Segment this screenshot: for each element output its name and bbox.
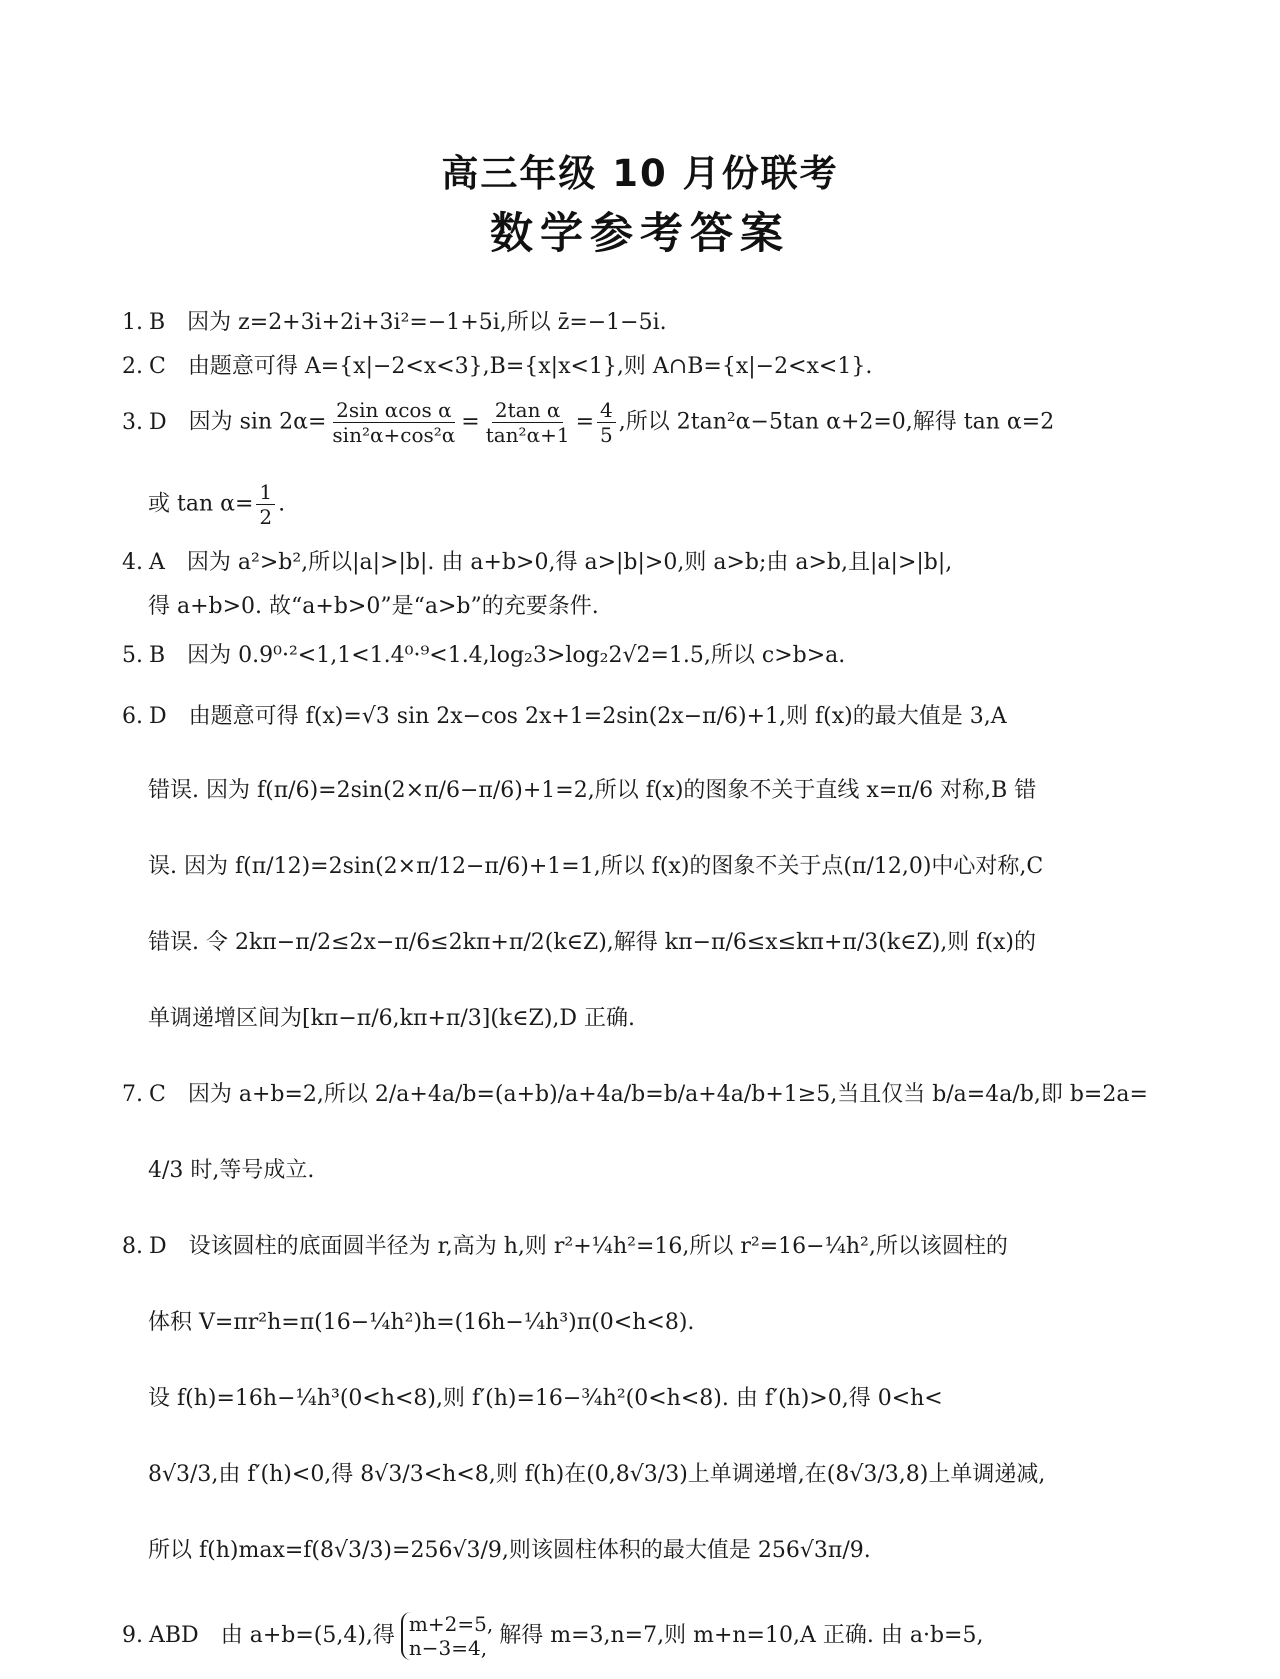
equation-system	[401, 1612, 493, 1660]
item-number: 7.	[122, 1082, 143, 1107]
item-number: 6.	[122, 704, 143, 729]
item-number: 4.	[122, 550, 143, 575]
equals-sign: =	[461, 409, 480, 435]
item-explanation: 由题意可得 f(x)=√3 sin 2x−cos 2x+1=2sin(2x−π/6)+1,则 f(x)的最大值是 3,A	[188, 704, 1007, 729]
fraction	[329, 398, 458, 447]
answer-item-8-line-5: 所以 f(h)max=f(8√3/3)=256√3/9,则该圆柱体积的最大值是 256√3π/9.	[148, 1538, 871, 1563]
fraction	[483, 398, 573, 447]
answer-item-9	[122, 1612, 983, 1660]
fraction-denominator: sin²α+cos²α	[332, 423, 456, 447]
answer-item-6-line-4: 错误. 令 2kπ−π/2≤2x−π/6≤2kπ+π/2(k∈Z),解得 kπ−π/6≤x≤kπ+π/3(k∈Z),则 f(x)的	[148, 930, 1037, 955]
answer-item-8-line-2: 体积 V=πr²h=π(16−¼h²)h=(16h−¼h³)π(0<h<8).	[148, 1310, 695, 1335]
fraction	[597, 398, 616, 447]
item-explanation-part: 由 a+b=(5,4),得	[220, 1623, 395, 1648]
answer-item-8	[122, 1232, 1008, 1262]
answer-item-7	[122, 1080, 1148, 1110]
equation-line: n−3=4,	[408, 1636, 488, 1660]
answer-item-6	[122, 702, 1007, 732]
answer-item-2	[122, 352, 872, 382]
answer-item-6-line-2: 错误. 因为 f(π/6)=2sin(2×π/6−π/6)+1=2,所以 f(x)的图象不关于直线 x=π/6 对称,B 错	[148, 778, 1037, 803]
item-answer: B	[149, 310, 166, 335]
item-explanation: 由题意可得 A={x|−2<x<3},B={x|x<1},则 A∩B={x|−2<x<1}.	[187, 354, 873, 379]
item-answer: D	[149, 1234, 167, 1259]
item-number: 9.	[122, 1623, 143, 1648]
fraction-denominator: 5	[600, 423, 613, 447]
item-answer: C	[149, 1082, 166, 1107]
fraction-numerator: 2sin αcos α	[333, 398, 455, 423]
item-explanation: 设该圆柱的底面圆半径为 r,高为 h,则 r²+¼h²=16,所以 r²=16−¼h²,所以该圆柱的	[188, 1234, 1008, 1259]
answer-item-3-continuation	[148, 480, 285, 529]
item-answer: C	[149, 354, 166, 379]
answer-item-6-line-5: 单调递增区间为[kπ−π/6,kπ+π/3](k∈Z),D 正确.	[148, 1006, 636, 1031]
item-explanation: 因为 a²>b²,所以|a|>|b|. 由 a+b>0,得 a>|b|>0,则 a>b;由 a>b,且|a|>|b|,	[186, 550, 953, 575]
answer-item-4	[122, 548, 952, 578]
page-title: 高三年级 10 月份联考	[441, 152, 839, 195]
fraction-numerator: 1	[256, 480, 275, 505]
answer-item-1	[122, 308, 667, 338]
equals-sign: =	[575, 409, 595, 435]
item-explanation-part: .	[278, 491, 286, 517]
item-explanation-part: 因为 sin 2α=	[188, 409, 327, 435]
fraction-denominator: tan²α+1	[485, 423, 570, 447]
item-explanation-part: 解得 m=3,n=7,则 m+n=10,A 正确. 由 a·b=5,	[499, 1623, 984, 1648]
item-number: 5.	[122, 643, 143, 668]
item-explanation: 因为 a+b=2,所以 2/a+4a/b=(a+b)/a+4a/b=b/a+4a/b+1≥5,当且仅当 b/a=4a/b,即 b=2a=	[187, 1082, 1148, 1107]
item-answer: B	[149, 643, 166, 668]
item-number: 3.	[122, 409, 143, 435]
item-explanation: 因为 z=2+3i+2i+3i²=−1+5i,所以 z̄=−1−5i.	[187, 310, 667, 335]
answer-item-3	[122, 398, 1054, 447]
item-number: 2.	[122, 354, 143, 379]
item-number: 8.	[122, 1234, 143, 1259]
item-answer: D	[149, 409, 167, 435]
equation-line: m+2=5,	[408, 1612, 494, 1636]
item-answer: D	[149, 704, 167, 729]
fraction	[256, 480, 275, 529]
item-number: 1.	[122, 310, 143, 335]
answer-item-8-line-3: 设 f(h)=16h−¼h³(0<h<8),则 f′(h)=16−¾h²(0<h<8). 由 f′(h)>0,得 0<h<	[148, 1386, 943, 1411]
item-explanation: 因为 0.9⁰·²<1,1<1.4⁰·⁹<1.4,log₂3>log₂2√2=1.5,所以 c>b>a.	[187, 643, 846, 668]
answer-item-7-line-2: 4/3 时,等号成立.	[148, 1158, 315, 1183]
fraction-numerator: 4	[597, 398, 616, 423]
answer-item-8-line-4: 8√3/3,由 f′(h)<0,得 8√3/3<h<8,则 f(h)在(0,8√3/3)上单调递增,在(8√3/3,8)上单调递减,	[148, 1462, 1046, 1487]
item-answer: ABD	[149, 1623, 199, 1648]
answer-item-5	[122, 641, 845, 671]
fraction-denominator: 2	[259, 505, 273, 529]
answer-item-6-line-3: 误. 因为 f(π/12)=2sin(2×π/12−π/6)+1=1,所以 f(x)的图象不关于点(π/12,0)中心对称,C	[148, 854, 1044, 879]
page-subtitle: 数学参考答案	[490, 209, 790, 259]
fraction-numerator: 2tan α	[492, 398, 563, 423]
item-explanation-part: 或 tan α=	[148, 491, 254, 517]
item-explanation-part: ,所以 2tan²α−5tan α+2=0,解得 tan α=2	[618, 409, 1055, 435]
answer-item-4-continuation: 得 a+b>0. 故“a+b>0”是“a>b”的充要条件.	[148, 594, 599, 619]
item-answer: A	[149, 550, 165, 575]
